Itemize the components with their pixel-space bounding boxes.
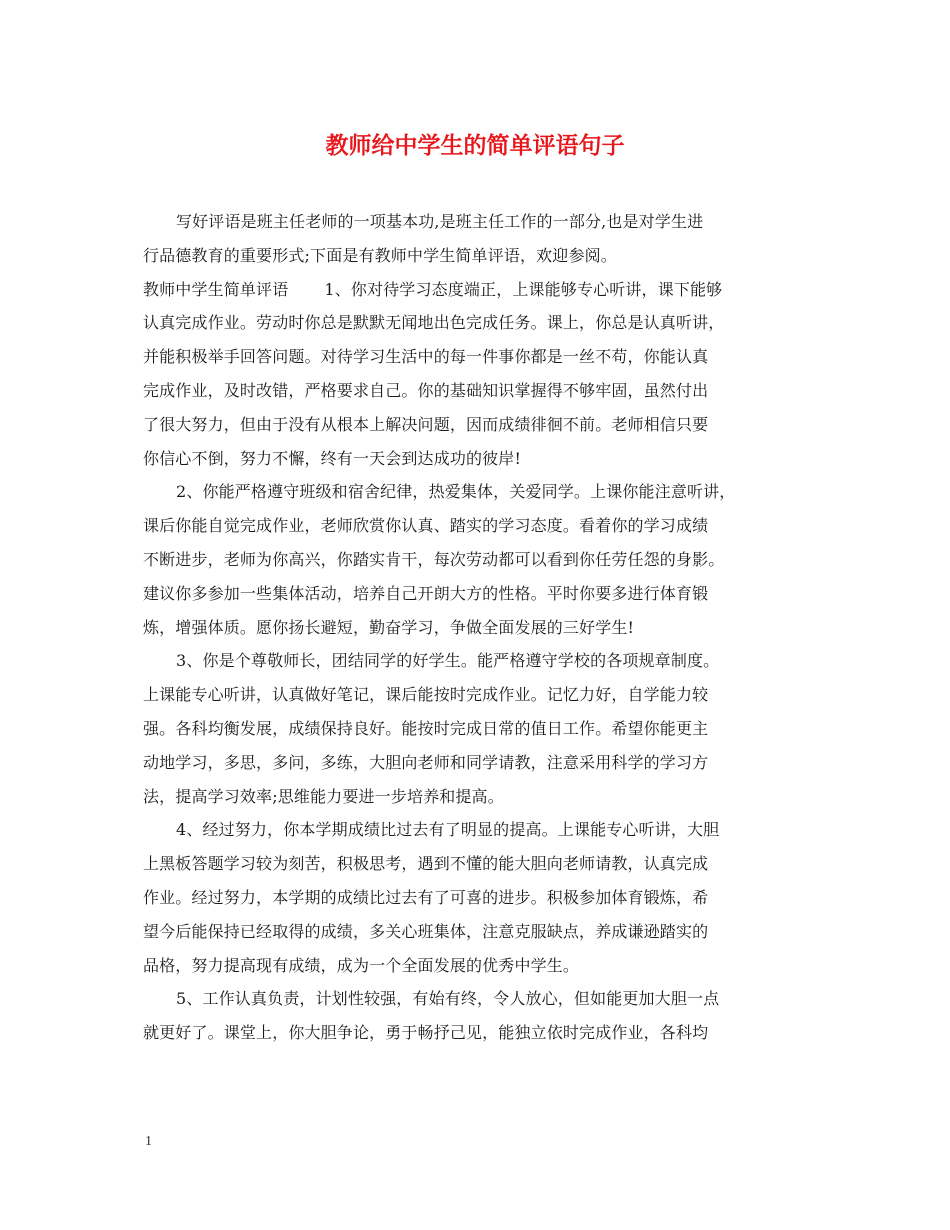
paragraph-line: 法，提高学习效率;思维能力要进一步培养和提高。 [143, 786, 504, 806]
paragraph-line: 行品德教育的重要形式;下面是有教师中学生简单评语，欢迎参阅。 [143, 245, 617, 265]
paragraph-line: 了很大努力，但由于没有从根本上解决问题，因而成绩徘徊不前。老师相信只要 [143, 414, 709, 434]
paragraph-line: 5、工作认真负责，计划性较强，有始有终，令人放心，但如能更加大胆一点 [176, 989, 720, 1009]
paragraph-line: 上黑板答题学习较为刻苦，积极思考，遇到不懂的能大胆向老师请教，认真完成 [143, 854, 709, 874]
paragraph-line: 课后你能自觉完成作业，老师欣赏你认真、踏实的学习态度。看着你的学习成绩 [143, 516, 709, 536]
paragraph-line: 3、你是个尊敬师长，团结同学的好学生。能严格遵守学校的各项规章制度。 [176, 651, 720, 671]
paragraph-line: 望今后能保持已经取得的成绩，多关心班集体，注意克服缺点，养成谦逊踏实的 [143, 921, 709, 941]
paragraph-line: 上课能专心听讲，认真做好笔记，课后能按时完成作业。记忆力好，自学能力较 [143, 685, 709, 705]
paragraph-line: 炼，增强体质。愿你扬长避短，勤奋学习，争做全面发展的三好学生! [143, 617, 635, 637]
paragraph-line: 就更好了。课堂上，你大胆争论，勇于畅抒己见，能独立依时完成作业，各科均 [143, 1023, 709, 1043]
paragraph-line: 强。各科均衡发展，成绩保持良好。能按时完成日常的值日工作。希望你能更主 [143, 718, 709, 738]
paragraph-line [143, 273, 815, 307]
paragraph-line: 品格，努力提高现有成绩，成为一个全面发展的优秀中学生。 [143, 955, 580, 975]
paragraph-line: 动地学习，多思，多问，多练，大胆向老师和同学请教，注意采用科学的学习方 [143, 752, 709, 772]
paragraph-line: 建议你多参加一些集体活动，培养自己开朗大方的性格。平时你要多进行体育锻 [143, 583, 709, 603]
paragraph-text: 1、你对待学习态度端正，上课能够专心听讲，课下能够 [324, 279, 723, 299]
paragraph-line: 完成作业，及时改错，严格要求自己。你的基础知识掌握得不够牢固，虽然付出 [143, 380, 709, 400]
paragraph-line: 4、经过努力，你本学期成绩比过去有了明显的提高。上课能专心听讲，大胆 [176, 820, 720, 840]
paragraph-line: 并能积极举手回答问题。对待学习生活中的每一件事你都是一丝不苟，你能认真 [143, 347, 709, 367]
paragraph-line: 认真完成作业。劳动时你总是默默无闻地出色完成任务。课上，你总是认真听讲， [143, 313, 725, 333]
paragraph-line: 作业。经过努力，本学期的成绩比过去有了可喜的进步。积极参加体育锻炼，希 [143, 887, 709, 907]
paragraph-line: 2、你能严格遵守班级和宿舍纪律，热爱集体，关爱同学。上课你能注意听讲， [176, 482, 736, 502]
paragraph-line: 不断进步，老师为你高兴，你踏实肯干，每次劳动都可以看到你任劳任怨的身影。 [143, 549, 725, 569]
document-body [143, 205, 815, 1050]
paragraph-line: 你信心不倒，努力不懈，终有一天会到达成功的彼岸! [143, 448, 522, 468]
paragraph-line: 写好评语是班主任老师的一项基本功,是班主任工作的一部分,也是对学生进 [176, 212, 704, 231]
document-title: 教师给中学生的简单评语句子 [325, 132, 625, 159]
page-number: 1 [145, 1134, 152, 1149]
section-label: 教师中学生简单评语 [143, 279, 289, 299]
